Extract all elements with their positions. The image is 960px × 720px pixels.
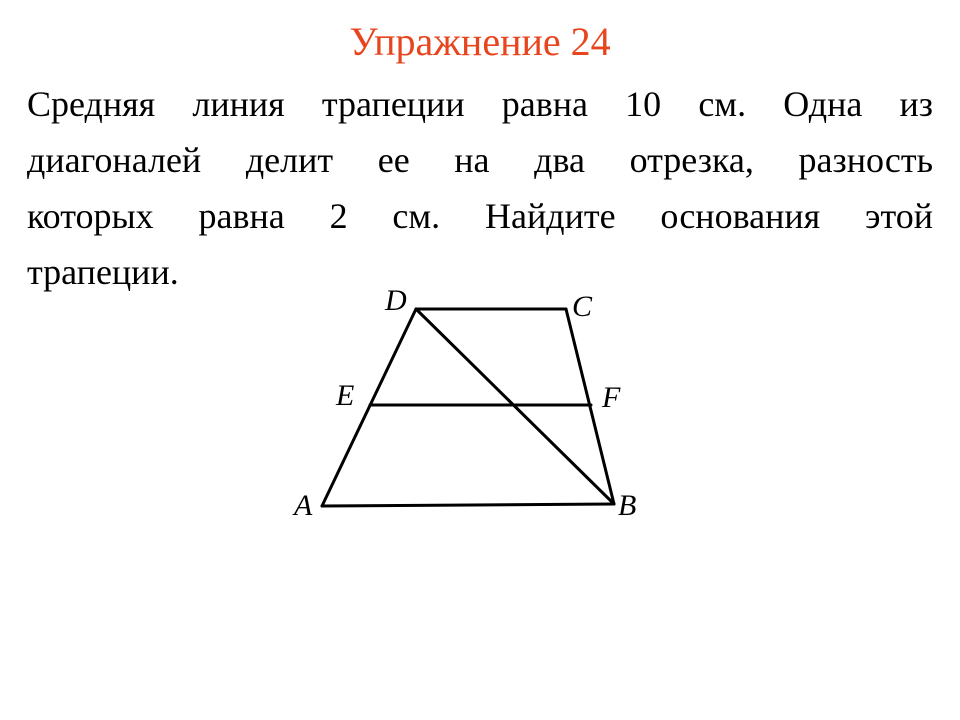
label-c: C <box>572 290 593 323</box>
problem-line-2: диагоналей делит ее на два отрезка, разность <box>27 140 933 180</box>
label-d: D <box>385 284 407 317</box>
label-f: F <box>602 381 621 414</box>
problem-line-4: трапеции. <box>27 252 179 292</box>
problem-line-1: Средняя линия трапеции равна 10 см. Одна из <box>27 84 933 124</box>
label-b: B <box>618 489 637 522</box>
problem-text <box>27 76 933 300</box>
label-e: E <box>336 379 355 412</box>
trapezoid-figure <box>280 278 700 528</box>
problem-line-3: которых равна 2 см. Найдите основания этой <box>27 196 933 236</box>
label-a: A <box>294 489 313 522</box>
slide-title: Упражнение 24 <box>349 19 611 64</box>
trapezoid-diagram <box>280 278 700 528</box>
base-ab <box>322 504 614 506</box>
